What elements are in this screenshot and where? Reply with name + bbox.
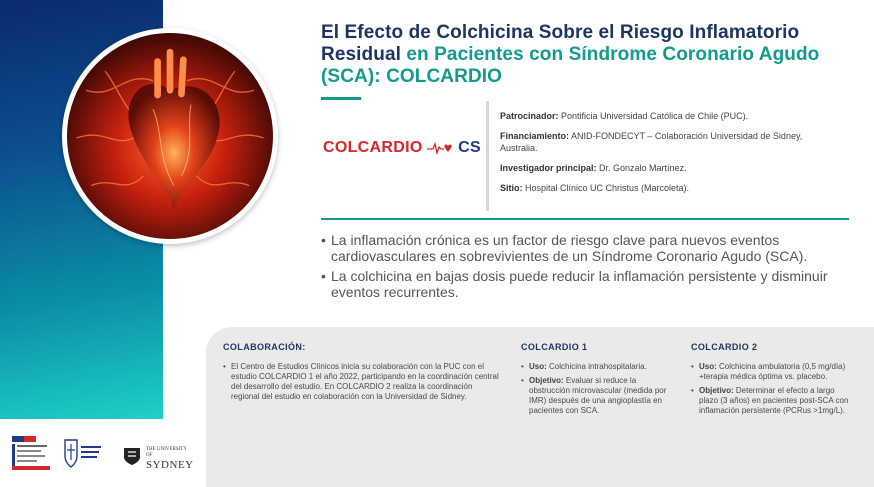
colcardio-logo [323, 139, 481, 159]
info-accent-bar [486, 101, 489, 211]
colcardio1-goal: • Objetivo: Evaluar si reduce la obstrucción microvascular (medida por IMR) después de una angioplastía en pacientes con SCA. [521, 376, 671, 416]
title-part-teal: en Pacientes con Síndrome Coronario Agudo (SCA): COLCARDIO [321, 44, 820, 87]
sydney-logo [122, 446, 194, 471]
colcardio2-use: • Uso: Colchicina ambulatoria (0,5 mg/día) +terapia médica óptima vs. placebo. [691, 362, 851, 382]
page-title [321, 22, 861, 88]
study-info [500, 110, 840, 202]
investigator-line: Investigador principal: Dr. Gonzalo Martínez. [500, 163, 687, 173]
site-line: Sitio: Hospital Clínico UC Christus (Marcoleta). [500, 183, 690, 193]
sydney-logo-big-text: SYDNEY [146, 459, 194, 471]
colcardio-logo-text: COLCARDIO [323, 139, 423, 156]
collaboration-heading: COLABORACIÓN: [223, 342, 306, 352]
heartbeat-icon [427, 141, 453, 155]
colcardio1-heading: COLCARDIO 1 [521, 342, 588, 352]
sponsor-line: Patrocinador: Pontificia Universidad Católica de Chile (PUC). [500, 111, 749, 121]
title-part-navy: El Efecto de Colchicina Sobre el Riesgo Inflamatorio Residual [321, 22, 800, 65]
funding-line: Financiamiento: ANID-FONDECYT – Colaboración Universidad de Sidney, Australia. [500, 131, 803, 153]
colcardio1-column [521, 342, 671, 420]
colcardio2-goal: • Objetivo: Determinar el efecto a largo plazo (3 años) en pacientes post-SCA con inflamación persistente (PCRus >1mg/L). [691, 386, 851, 416]
footer-logos [0, 428, 206, 487]
key-point: • La colchicina en bajas dosis puede reducir la inflamación persistente y disminuir eventos recurrentes. [321, 268, 861, 300]
collaboration-column [223, 342, 501, 406]
section-divider [321, 218, 849, 220]
puc-logo [62, 436, 104, 472]
collaboration-text: • El Centro de Estudios Clínicos inicia su colaboración con la PUC con el estudio COLCARDIO 1 el año 2022, participando en la coordinación central del desarrollo del estudio. En COLCARDIO 2 realiza la coordinación regional del estudio en colaboración con la Universidad de Sidney. [223, 362, 501, 402]
colcardio-logo-suffix: CS [458, 139, 481, 156]
colcardio2-heading: COLCARDIO 2 [691, 342, 758, 352]
sydney-crest-icon [122, 446, 142, 466]
sydney-logo-small-text: THE UNIVERSITY OF [146, 447, 187, 458]
key-points-list [321, 232, 861, 304]
heart-illustration [62, 28, 278, 244]
title-underline [321, 97, 361, 100]
key-point: • La inflamación crónica es un factor de riesgo clave para nuevos eventos cardiovasculares en sobrevivientes de un Síndrome Coronario Agudo (SCA). [321, 232, 861, 264]
colcardio1-use: • Uso: Colchicina intrahospitalaria. [521, 362, 671, 372]
colcardio2-column [691, 342, 851, 420]
government-logo [12, 436, 50, 472]
